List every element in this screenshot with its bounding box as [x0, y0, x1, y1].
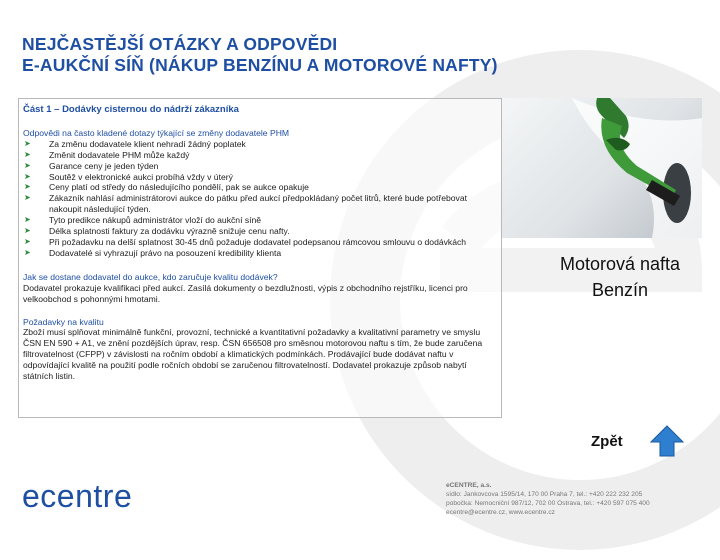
list-item: ➤ Garance ceny je jeden týden: [24, 160, 159, 171]
list-item: ➤ Soutěž v elektronické aukci probíhá vždy v úterý: [24, 171, 233, 182]
arrow-bullet-icon: ➤: [24, 160, 31, 170]
quality-text: Zboží musí splňovat minimálně funkční, provozní, technické a kvantitativní požadavky a kvalitativní parametry ve smyslu ČSN EN 590 + A1, ve znění pozdějších úprav, resp. ČSN 656508 pro směsnou motorovou naftu s tím, že bude zaručena filtrovatelnost (CFPP) v závislosti na ročním období a klimatických podmínkách. Prodávající bude dodávat naftu v odpovídající kvalitě na použití podle ročních období se zaručenou filtrovatelností. Dodavatel prokazuje způsob nabytí státních listin.: [23, 327, 483, 382]
list-item: ➤ Změnit dodavatele PHM může každý: [24, 149, 190, 160]
fuel-nozzle-icon: [502, 98, 702, 238]
footer-contacts: ecentre@ecentre.cz, www.ecentre.cz: [446, 509, 555, 516]
list-item: ➤ Délka splatnosti faktury za dodávku výrazně snižuje cenu nafty.: [24, 226, 290, 237]
page-title: [22, 34, 498, 76]
arrow-up-icon[interactable]: [650, 424, 684, 458]
title-line-2: E-AUKČNÍ SÍŇ (NÁKUP BENZÍNU A MOTOROVÉ NAFTY): [22, 55, 498, 75]
footer-address-hq: sídlo: Jankovcova 1595/14, 170 00 Praha 7, tel.: +420 222 232 205: [446, 491, 643, 498]
list-item: ➤ Tyto predikce nákupů administrátor vloží do aukční síně: [24, 215, 262, 226]
back-link[interactable]: Zpět: [591, 433, 623, 450]
list-item: ➤ Při požadavku na delší splatnost 30-45 dnů požaduje dodavatel podepsanou rámcovou smlouvu o dodávkách: [24, 236, 467, 247]
arrow-bullet-icon: ➤: [24, 182, 31, 192]
section-heading-quality: Požadavky na kvalitu: [23, 316, 104, 327]
footer-address-branch: pobočka: Nemocniční 987/12, 702 00 Ostrava, tel.: +420 597 075 400: [446, 500, 650, 507]
fuel-type-diesel: Motorová nafta: [559, 254, 681, 274]
arrow-bullet-icon: ➤: [24, 138, 31, 148]
title-line-1: NEJČASTĚJŠÍ OTÁZKY A ODPOVĚDI: [22, 34, 338, 54]
list-item: ➤ Ceny platí od středy do následujícího pondělí, pak se aukce opakuje: [24, 182, 309, 193]
qualification-text: Dodavatel prokazuje kvalifikaci před aukcí. Zasílá dokumenty o bezdlužnosti, výpis z obchodního rejstříku, licenci pro velkoobchod s pohonnými hmotami.: [23, 282, 468, 304]
list-item: ➤ Zákazník nahlásí administrátorovi aukce do pátku před aukcí předpokládaný počet litrů, které bude potřebovat nakoupit následující týden.: [24, 193, 467, 215]
section-heading-supplier-change: Odpovědi na často kladené dotazy týkající se změny dodavatele PHM: [23, 127, 290, 138]
faq-bullet-list: [23, 139, 498, 259]
arrow-bullet-icon: ➤: [24, 236, 31, 246]
footer-company: eCENTRE, a.s.: [446, 482, 492, 489]
fuel-types-label: [505, 251, 720, 303]
arrow-bullet-icon: ➤: [24, 215, 31, 225]
list-item: ➤ Dodavatelé si vyhrazují právo na posouzení kredibility klienta: [24, 247, 282, 258]
fuel-type-petrol: Benzín: [591, 280, 649, 300]
list-item: ➤ Za změnu dodavatele klient nehradí žádný poplatek: [24, 138, 246, 149]
arrow-bullet-icon: ➤: [24, 247, 31, 257]
arrow-bullet-icon: ➤: [24, 149, 31, 159]
section-heading-qualification: Jak se dostane dodavatel do aukce, kdo zaručuje kvalitu dodávek?: [23, 271, 278, 282]
footer-contact: [446, 481, 650, 517]
arrow-bullet-icon: ➤: [24, 193, 31, 203]
faq-content-box: [18, 98, 502, 418]
ecentre-logo: ecentre: [22, 478, 133, 514]
arrow-bullet-icon: ➤: [24, 226, 31, 236]
fuel-nozzle-photo: [502, 98, 702, 238]
part-heading: Část 1 – Dodávky cisternou do nádrží zákazníka: [23, 104, 239, 115]
arrow-bullet-icon: ➤: [24, 171, 31, 181]
